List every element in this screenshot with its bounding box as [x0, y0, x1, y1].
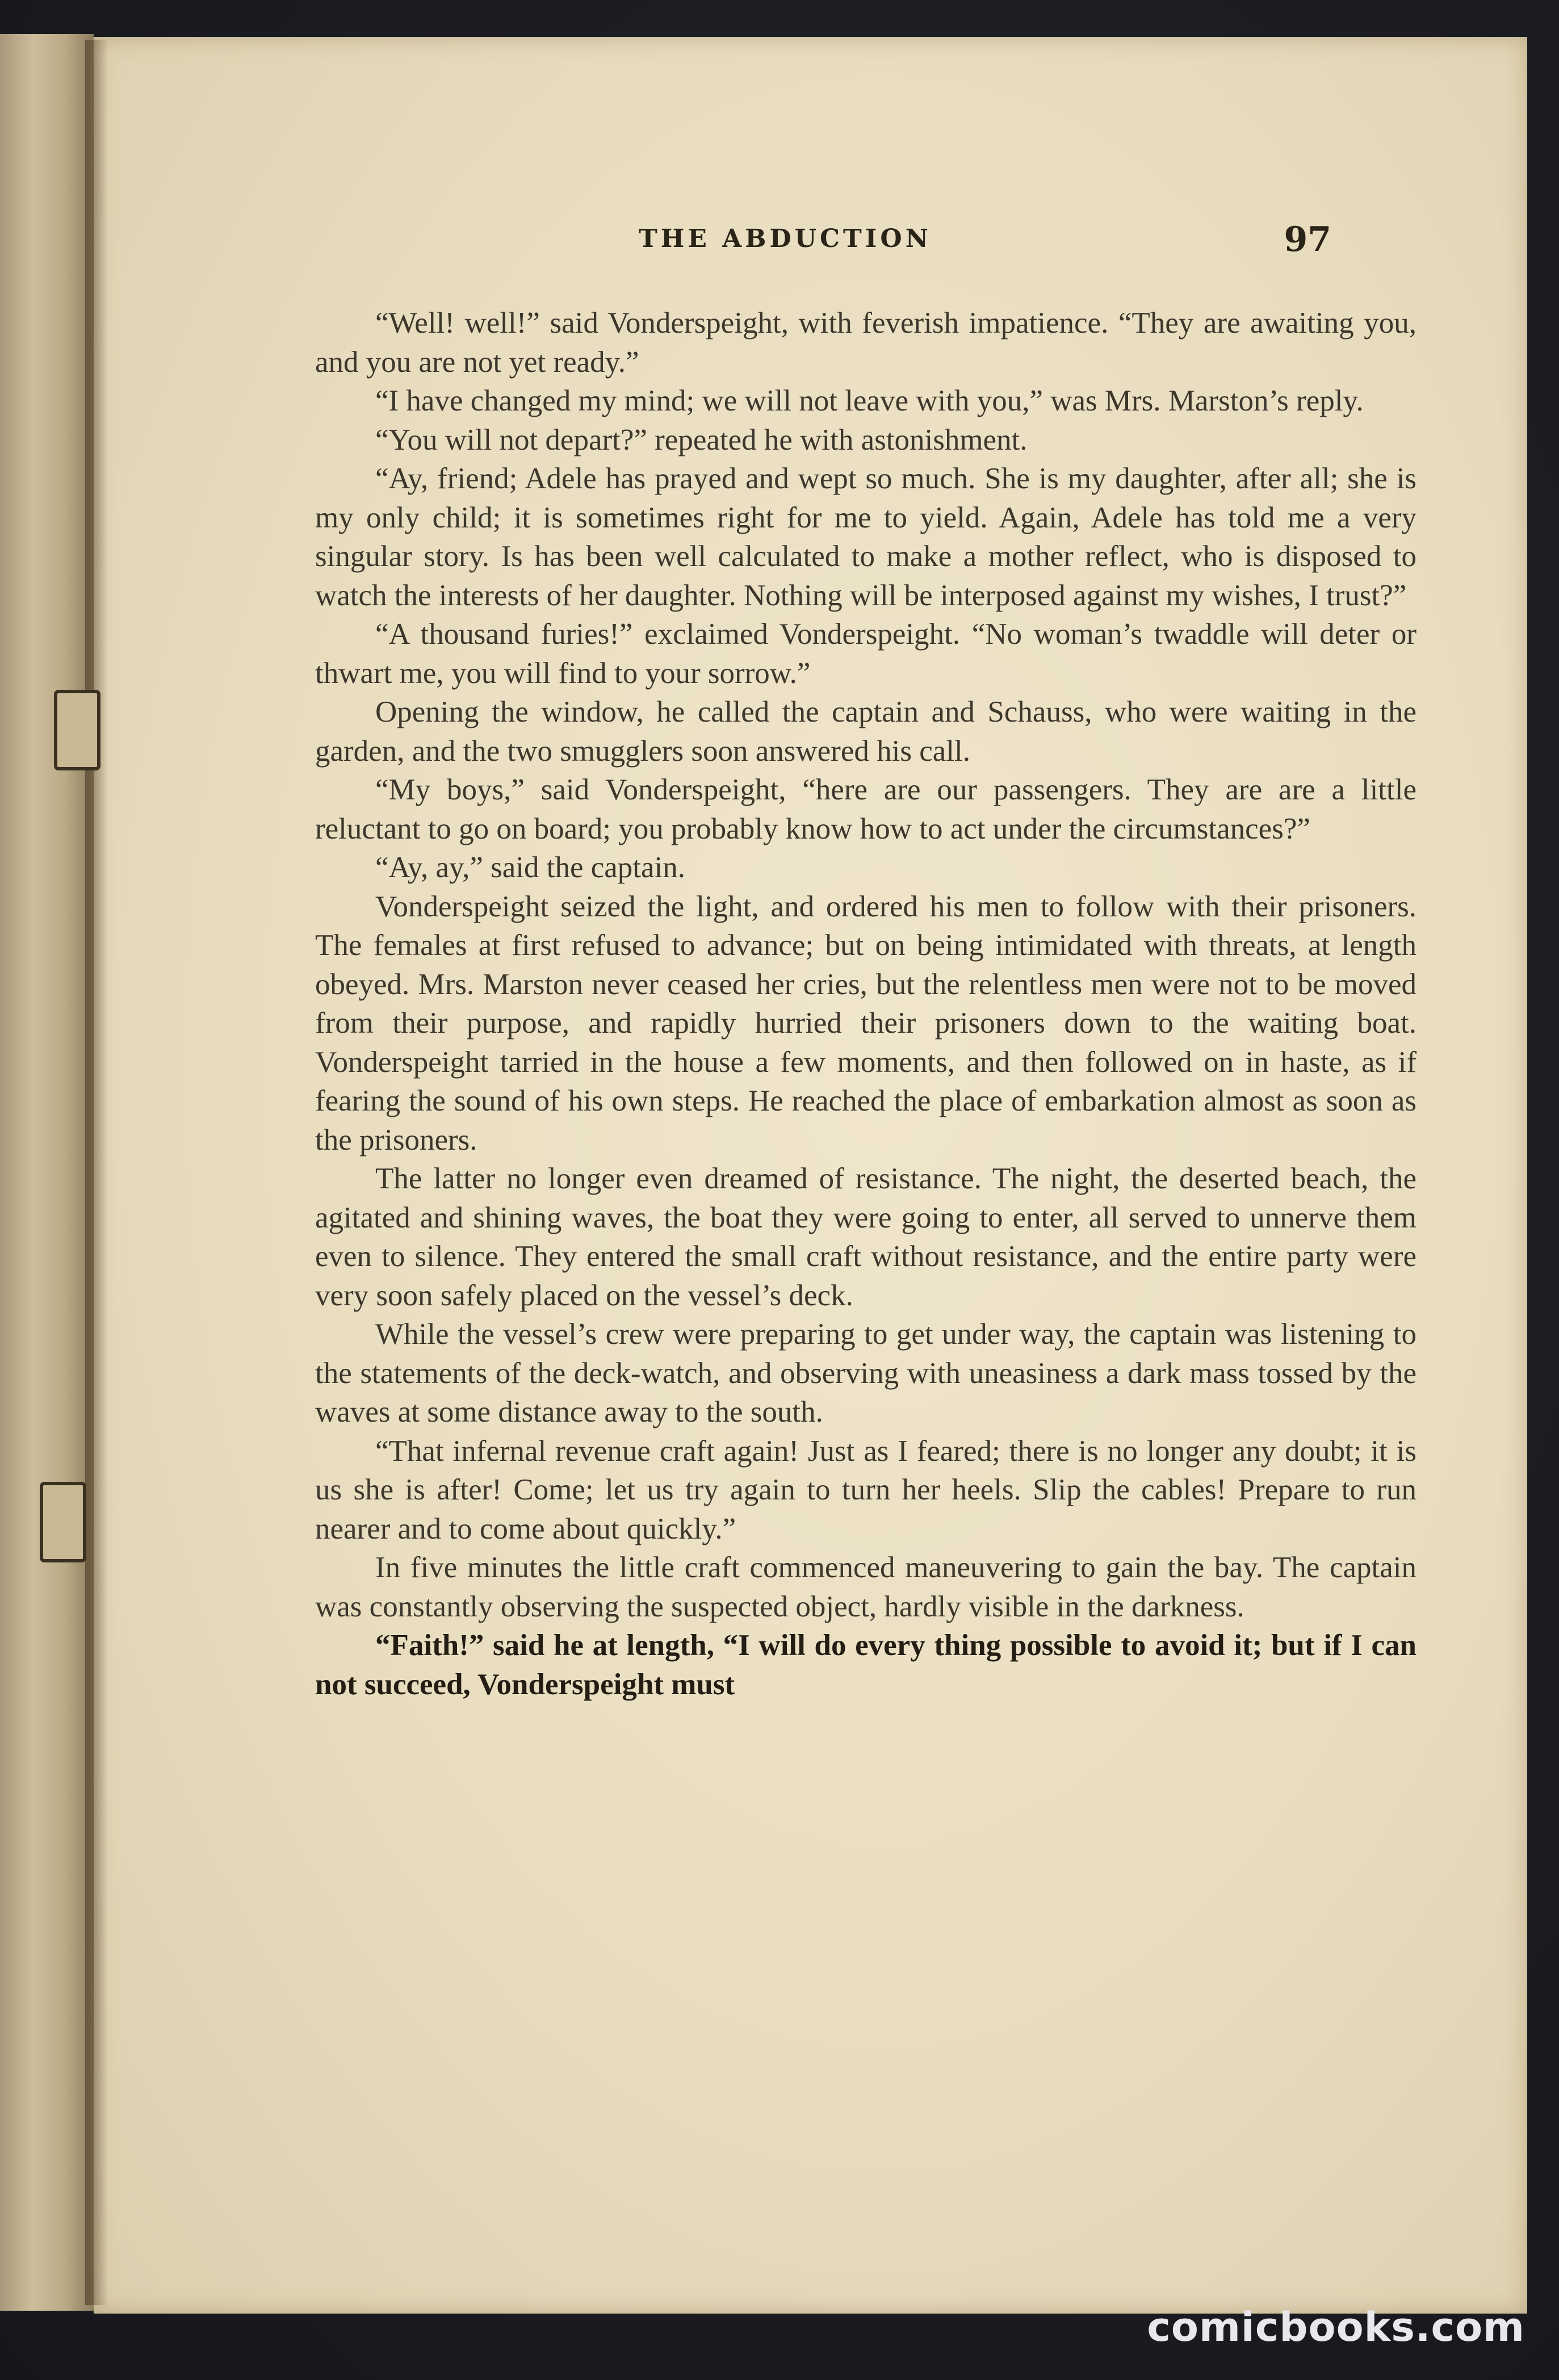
- binding-tab: [40, 1482, 86, 1562]
- page-number: 97: [1284, 220, 1331, 259]
- paragraph: “That infernal revenue craft again! Just as I feared; there is no longer any doubt; it is us she is after! Come; let us try again to turn her heels. Slip the cables! Prepare to run nearer and to come about quickly.”: [315, 1434, 1416, 1545]
- facing-page-edge: [0, 34, 94, 2311]
- paragraph: Vonderspeight seized the light, and ordered his men to follow with their prisoners. The females at first refused to advance; but on being intimidated with threats, at length obeyed. Mrs. Marston never ceased her cries, but the relentless men were not to be moved from their purpose, and rapidly hurried their prisoners down to the waiting boat. Vonderspeight tarried in the house a few moments, and then followed on in haste, as if fearing the sound of his own steps. He reached the place of embarkation almost as soon as the prisoners.: [315, 890, 1416, 1157]
- paragraph: “A thousand furies!” exclaimed Vonderspeight. “No woman’s twaddle will deter or thwart me, you will find to your sorrow.”: [315, 618, 1416, 690]
- paragraph: The latter no longer even dreamed of resistance. The night, the deserted beach, the agitated and shining waves, the boat they were going to enter, all served to unnerve them even to silence. They entered the small craft without resistance, and the entire party were very soon safely placed on the vessel’s deck.: [315, 1162, 1416, 1312]
- paragraph: “My boys,” said Vonderspeight, “here are our passengers. They are are a little reluctant to go on board; you probably know how to act under the circumstances?”: [315, 773, 1416, 845]
- paragraph: “Well! well!” said Vonderspeight, with feverish impatience. “They are awaiting you, and you are not yet ready.”: [315, 307, 1416, 379]
- body-text: [315, 304, 1416, 1704]
- paragraph: “Ay, ay,” said the captain.: [375, 851, 685, 884]
- watermark: comicbooks.com: [1147, 2304, 1525, 2350]
- running-head: [94, 220, 1527, 270]
- paragraph: “I have changed my mind; we will not leave with you,” was Mrs. Marston’s reply.: [375, 384, 1364, 417]
- paragraph: “Faith!” said he at length, “I will do every thing possible to avoid it; but if I can not succeed, Vonderspeight must: [315, 1629, 1416, 1701]
- paragraph: While the vessel’s crew were preparing to get under way, the captain was listening to the statements of the deck-watch, and observing with uneasiness a dark mass tossed by the waves at some distance away to the south.: [315, 1318, 1416, 1428]
- book-page: [94, 37, 1527, 2314]
- spine-shadow: [85, 40, 108, 2305]
- paragraph: “You will not depart?” repeated he with astonishment.: [375, 423, 1028, 456]
- paragraph: “Ay, friend; Adele has prayed and wept so much. She is my daughter, after all; she is my only child; it is sometimes right for me to yield. Again, Adele has told me a very singular story. Is has been well calculated to make a mother reflect, who is disposed to watch the interests of her daughter. Nothing will be interposed against my wishes, I trust?”: [315, 462, 1416, 612]
- binding-tab: [54, 690, 100, 770]
- running-head-title: THE ABDUCTION: [639, 224, 932, 253]
- paragraph: In five minutes the little craft commenced maneuvering to gain the bay. The captain was constantly observing the suspected object, hardly visible in the darkness.: [315, 1551, 1416, 1623]
- paragraph: Opening the window, he called the captain and Schauss, who were waiting in the garden, and the two smugglers soon answered his call.: [315, 695, 1416, 768]
